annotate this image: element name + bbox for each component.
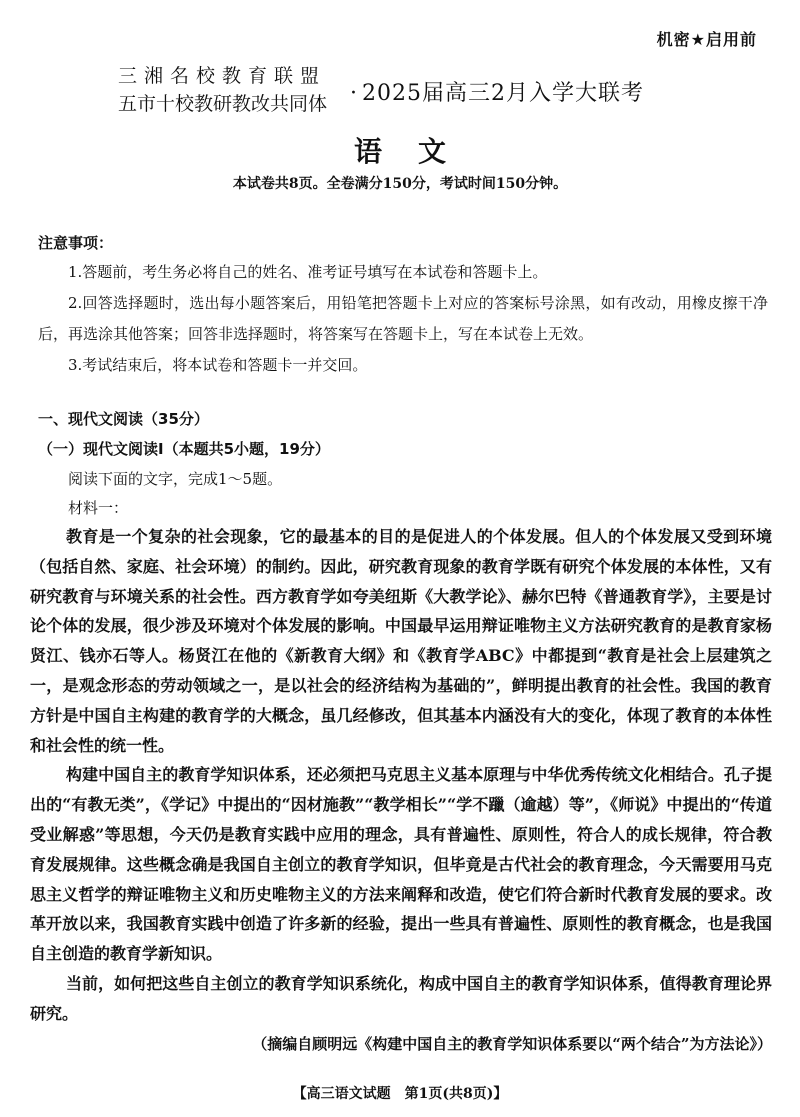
alliance-line-2: 五市十校教研教改共同体 [118,93,328,115]
notice-item: 1.答题前，考生务必将自己的姓名、准考证号填写在本试卷和答题卡上。 [68,263,548,281]
notice-heading: 注意事项： [38,234,114,252]
subsection-heading: （一）现代文阅读Ⅰ（本题共5小题，19分） [38,440,330,458]
material-label: 材料一： [68,499,129,517]
reading-passage [30,522,772,1029]
exam-title-text: 2025届高三2月入学大联考 [362,81,644,106]
notice-block [38,229,768,381]
exam-header [118,62,738,126]
notice-item: 2.回答选择题时，选出每小题答案后，用铅笔把答题卡上对应的答案标号涂黑，如有改动，用橡皮擦干净后，再选涂其他答案；回答非选择题时，将答案写在答题卡上，写在本试卷上无效。 [38,294,768,343]
exam-info: 本试卷共8页。全卷满分150分，考试时间150分钟。 [232,176,568,192]
source-citation: （摘编自顾明远《构建中国自主的教育学知识体系要以“两个结合”为方法论》） [252,1035,772,1053]
passage-paragraph: 教育是一个复杂的社会现象，它的最基本的目的是促进人的个体发展。但人的个体发展又受到环境（包括自然、家庭、社会环境）的制约。因此，研究教育现象的教育学既有研究个体发展的本体性，又有研究教育与环境关系的社会性。西方教育学如夸美纽斯《大教学论》、赫尔巴特《普通教育学》，主要是讨论个体的发展，很少涉及环境对个体发展的影响。中国最早运用辩证唯物主义方法研究教育的是教育家杨贤江、钱亦石等人。杨贤江在他的《新教育大纲》和《教育学ABC》中都提到“教育是社会上层建筑之一，是观念形态的劳动领域之一，是以社会的经济结构为基础的”，鲜明提出教育的社会性。我国的教育方针是中国自主构建的教育学的大概念，虽几经修改，但其基本内涵没有大的变化，体现了教育的本体性和社会性的统一性。 [30,527,772,755]
notice-item: 3.考试结束后，将本试卷和答题卡一并交回。 [68,356,368,374]
alliance-names [118,62,327,118]
confidential-mark: 机密★启用前 [656,30,757,49]
exam-title [350,76,644,107]
subject-title: 语文 [353,135,482,168]
reading-instruction: 阅读下面的文字，完成1～5题。 [68,470,283,488]
page-footer: 【高三语文试题 第1页(共8页)】 [292,1086,508,1102]
section-heading: 一、现代文阅读（35分） [38,410,209,428]
title-separator: · [350,81,358,106]
alliance-line-1: 三湘名校教育联盟 [118,65,327,87]
passage-paragraph: 构建中国自主的教育学知识体系，还必须把马克思主义基本原理与中华优秀传统文化相结合。孔子提出的“有教无类”，《学记》中提出的“因材施教”“教学相长”“学不躐（逾越）等”，《师说》中提出的“传道受业解惑”等思想，今天仍是教育实践中应用的理念，具有普遍性、原则性，符合人的成长规律，符合教育发展规律。这些概念确是我国自主创立的教育学知识，但毕竟是古代社会的教育理念，今天需要用马克思主义哲学的辩证唯物主义和历史唯物主义的方法来阐释和改造，使它们符合新时代教育发展的要求。改革开放以来，我国教育实践中创造了许多新的经验，提出一些具有普遍性、原则性的教育概念，也是我国自主创造的教育学新知识。 [30,765,772,964]
passage-paragraph: 当前，如何把这些自主创立的教育学知识系统化，构成中国自主的教育学知识体系，值得教育理论界研究。 [30,973,772,1023]
